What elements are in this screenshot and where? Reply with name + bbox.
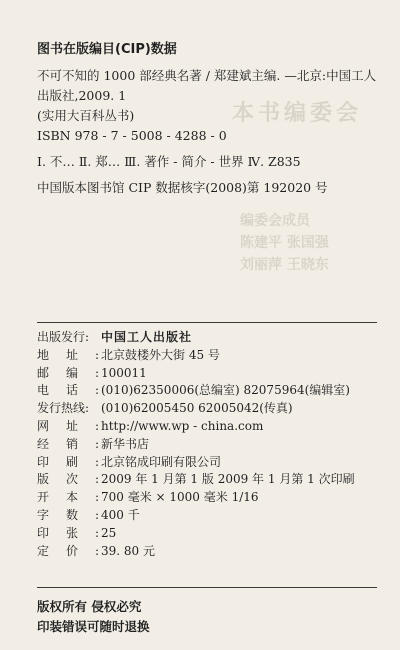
info-value: 北京鼓楼外大街 45 号 <box>101 347 220 362</box>
cip-classification: Ⅰ. 不… Ⅱ. 郑… Ⅲ. 著作 - 简介 - 世界 Ⅳ. Z835 <box>37 154 301 169</box>
info-label: 网 址 : <box>37 418 99 433</box>
publisher-info-row <box>37 543 387 561</box>
publisher-info-row <box>37 489 387 507</box>
info-value: 中国工人出版社 <box>101 330 193 344</box>
publisher-info-row <box>37 329 387 347</box>
publisher-info-row <box>37 454 387 472</box>
cip-data-number: 中国版本图书馆 CIP 数据核字(2008)第 192020 号 <box>37 180 328 195</box>
publisher-info-row <box>37 471 387 489</box>
info-value: (010)62005450 62005042(传真) <box>101 401 293 416</box>
publisher-info-row <box>37 347 387 365</box>
divider <box>37 322 377 323</box>
info-label: 定 价 : <box>37 543 99 558</box>
publisher-info <box>37 329 387 560</box>
publisher-info-row <box>37 507 387 525</box>
info-value: (010)62350006(总编室) 82075964(编辑室) <box>101 383 350 398</box>
info-value: 700 毫米 × 1000 毫米 1/16 <box>101 490 259 505</box>
info-label: 字 数 : <box>37 507 99 522</box>
publisher-info-row <box>37 365 387 383</box>
cip-block <box>37 40 387 198</box>
info-label: 地 址 : <box>37 347 99 362</box>
background-bleed-text: 本书编委会 <box>232 100 363 126</box>
cip-line: ISBN 978 - 7 - 5008 - 4288 - 0 <box>37 128 227 143</box>
rights-notice: 版权所有 侵权必究 <box>37 599 142 614</box>
info-label: 邮 编 : <box>37 365 99 380</box>
info-value: 39. 80 元 <box>101 543 155 558</box>
info-label: 电 话 : <box>37 383 99 398</box>
cip-title: 图书在版编目(CIP)数据 <box>37 42 177 57</box>
publisher-info-row <box>37 382 387 400</box>
publisher-info-row <box>37 525 387 543</box>
cip-line: 出版社,2009. 1 <box>37 88 127 103</box>
return-notice: 印装错误可随时退换 <box>37 619 150 634</box>
info-label: 版 次 : <box>37 472 99 487</box>
publisher-info-row <box>37 436 387 454</box>
info-value: 新华书店 <box>101 436 150 451</box>
cip-line: 不可不知的 1000 部经典名著 / 郑建斌主编. —北京:中国工人 <box>37 68 377 83</box>
info-label: 出版发行: <box>37 330 90 344</box>
info-value: 100011 <box>101 365 147 380</box>
info-label: 发行热线: <box>37 401 90 416</box>
publisher-info-row <box>37 400 387 418</box>
info-label: 印 张 : <box>37 525 99 540</box>
info-label: 开 本 : <box>37 490 99 505</box>
rights-block <box>37 597 150 637</box>
publisher-info-row <box>37 418 387 436</box>
info-label: 印 刷 : <box>37 454 99 469</box>
info-value: 北京铭成印刷有限公司 <box>101 454 222 469</box>
info-value: 2009 年 1 月第 1 版 2009 年 1 月第 1 次印刷 <box>101 472 355 487</box>
info-label: 经 销 : <box>37 436 99 451</box>
info-value: http://www.wp - china.com <box>101 418 264 433</box>
divider <box>37 587 377 588</box>
background-bleed-text: 编委会成员 陈建平 张国强 刘丽萍 王晓东 <box>240 213 329 273</box>
info-value: 400 千 <box>101 507 140 522</box>
cip-line: (实用大百科丛书) <box>37 108 135 123</box>
info-value: 25 <box>101 525 117 540</box>
